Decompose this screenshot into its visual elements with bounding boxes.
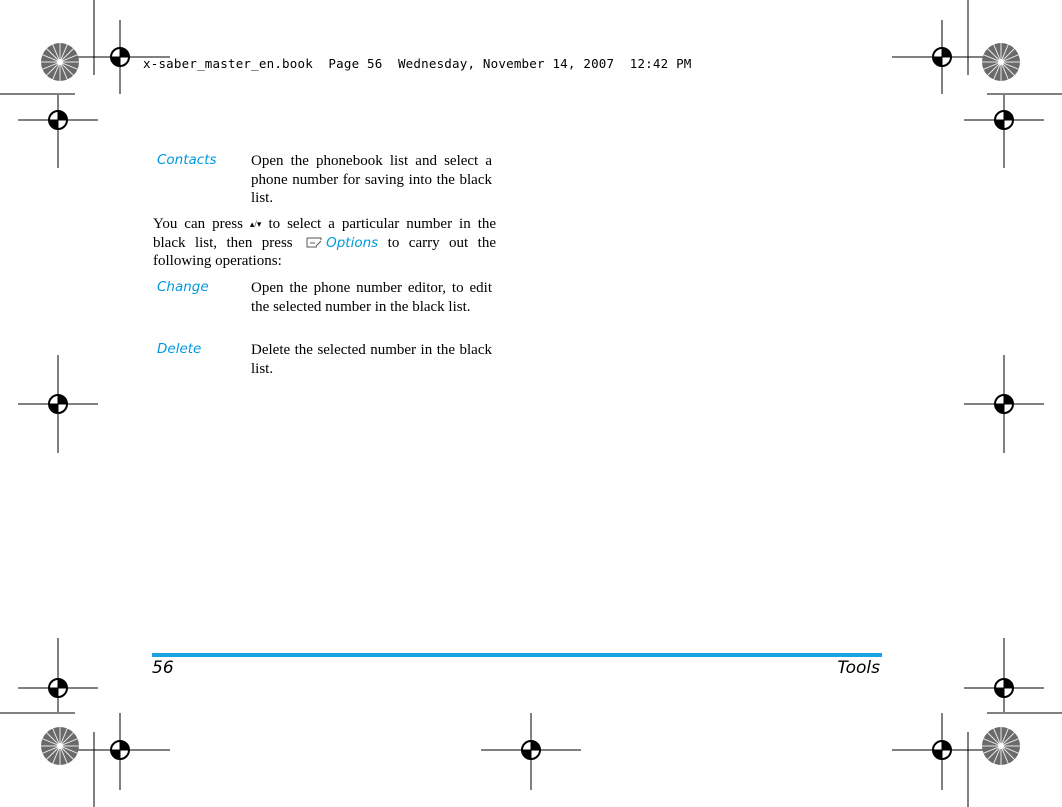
registration-target-left-lower xyxy=(18,638,98,712)
up-down-arrows-icon: ▴/▾ xyxy=(249,219,262,229)
term-definition: Open the phonebook list and select a phone number for saving into the black list. xyxy=(251,153,492,206)
paragraph-text: to select a particular number in the black list, then press xyxy=(153,216,497,251)
paragraph-text: You can press xyxy=(153,216,243,232)
page-number: 56 xyxy=(152,658,174,678)
paragraph-text: to carry out the following operations: xyxy=(153,234,497,269)
term-definition: Open the phone number editor, to edit the selected number in the black list. xyxy=(251,280,492,315)
registration-target-bottom-right xyxy=(892,713,992,790)
starburst-top-left xyxy=(41,43,79,81)
starburst-bottom-left xyxy=(41,727,79,765)
registration-target-top-right xyxy=(892,20,992,94)
registration-target-right-upper xyxy=(964,95,1044,168)
options-label: Options xyxy=(326,234,379,251)
left-softkey-icon xyxy=(306,237,322,248)
section-title: Tools xyxy=(837,658,880,678)
term-definition: Delete the selected number in the black list. xyxy=(251,342,492,377)
starburst-top-right xyxy=(982,43,1020,81)
term-label: Delete xyxy=(157,341,202,357)
registration-target-bottom-center xyxy=(481,713,581,790)
registration-target-right-lower xyxy=(964,638,1044,712)
running-head: x-saber_master_en.book Page 56 Wednesday, November 14, 2007 12:42 PM xyxy=(143,56,692,71)
registration-target-bottom-left xyxy=(70,713,170,790)
term-label: Contacts xyxy=(157,152,217,168)
term-label: Change xyxy=(157,279,209,295)
registration-target-left-upper xyxy=(18,95,98,168)
registration-target-right-middle xyxy=(964,355,1044,453)
registration-target-left-middle xyxy=(18,355,98,453)
footer-rule xyxy=(152,653,882,657)
starburst-bottom-right xyxy=(982,727,1020,765)
body-paragraph xyxy=(153,215,496,271)
